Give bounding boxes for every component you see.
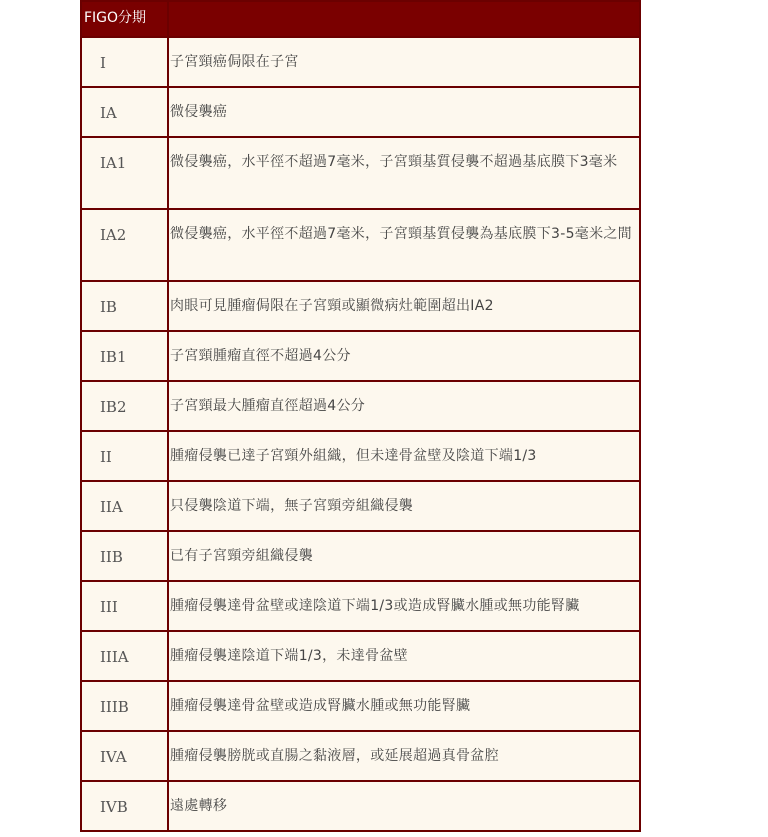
table-row (81, 581, 640, 631)
description-cell: 肉眼可見腫瘤侷限在子宮頸或顯微病灶範圍超出IA2 (168, 281, 640, 331)
table-row (81, 37, 640, 87)
stage-cell: IA (81, 87, 168, 137)
table-header-row (81, 1, 640, 37)
stage-cell: IIA (81, 481, 168, 531)
description-cell: 子宮頸最大腫瘤直徑超過4公分 (168, 381, 640, 431)
stage-cell: IB2 (81, 381, 168, 431)
table-row (81, 431, 640, 481)
stage-cell: IVB (81, 781, 168, 831)
header-stage: FIGO分期 (81, 1, 168, 37)
stage-cell: IIIB (81, 681, 168, 731)
figo-staging-table (80, 0, 641, 832)
description-cell: 微侵襲癌，水平徑不超過7毫米，子宮頸基質侵襲不超過基底膜下3毫米 (168, 137, 640, 209)
stage-cell: II (81, 431, 168, 481)
stage-cell: IB (81, 281, 168, 331)
stage-cell: III (81, 581, 168, 631)
description-cell: 微侵襲癌，水平徑不超過7毫米，子宮頸基質侵襲為基底膜下3-5毫米之間 (168, 209, 640, 281)
stage-cell: IIB (81, 531, 168, 581)
description-cell: 微侵襲癌 (168, 87, 640, 137)
table-row (81, 631, 640, 681)
description-cell: 腫瘤侵襲達骨盆壁或造成腎臟水腫或無功能腎臟 (168, 681, 640, 731)
table-row (81, 681, 640, 731)
description-cell: 只侵襲陰道下端，無子宮頸旁組織侵襲 (168, 481, 640, 531)
table-row (81, 87, 640, 137)
table-row (81, 731, 640, 781)
table-row (81, 331, 640, 381)
table-row (81, 481, 640, 531)
description-cell: 遠處轉移 (168, 781, 640, 831)
table-row (81, 209, 640, 281)
description-cell: 已有子宮頸旁組織侵襲 (168, 531, 640, 581)
header-description (168, 1, 640, 37)
description-cell: 腫瘤侵襲膀胱或直腸之黏液層，或延展超過真骨盆腔 (168, 731, 640, 781)
table-row (81, 137, 640, 209)
description-cell: 腫瘤侵襲已達子宮頸外組織，但未達骨盆壁及陰道下端1/3 (168, 431, 640, 481)
stage-cell: IA2 (81, 209, 168, 281)
stage-cell: IVA (81, 731, 168, 781)
stage-cell: IA1 (81, 137, 168, 209)
stage-cell: IB1 (81, 331, 168, 381)
description-cell: 腫瘤侵襲達陰道下端1/3，未達骨盆壁 (168, 631, 640, 681)
table-row (81, 781, 640, 831)
description-cell: 子宮頸癌侷限在子宮 (168, 37, 640, 87)
description-cell: 腫瘤侵襲達骨盆壁或達陰道下端1/3或造成腎臟水腫或無功能腎臟 (168, 581, 640, 631)
table-row (81, 281, 640, 331)
stage-cell: I (81, 37, 168, 87)
stage-cell: IIIA (81, 631, 168, 681)
description-cell: 子宮頸腫瘤直徑不超過4公分 (168, 331, 640, 381)
table-row (81, 531, 640, 581)
table-row (81, 381, 640, 431)
